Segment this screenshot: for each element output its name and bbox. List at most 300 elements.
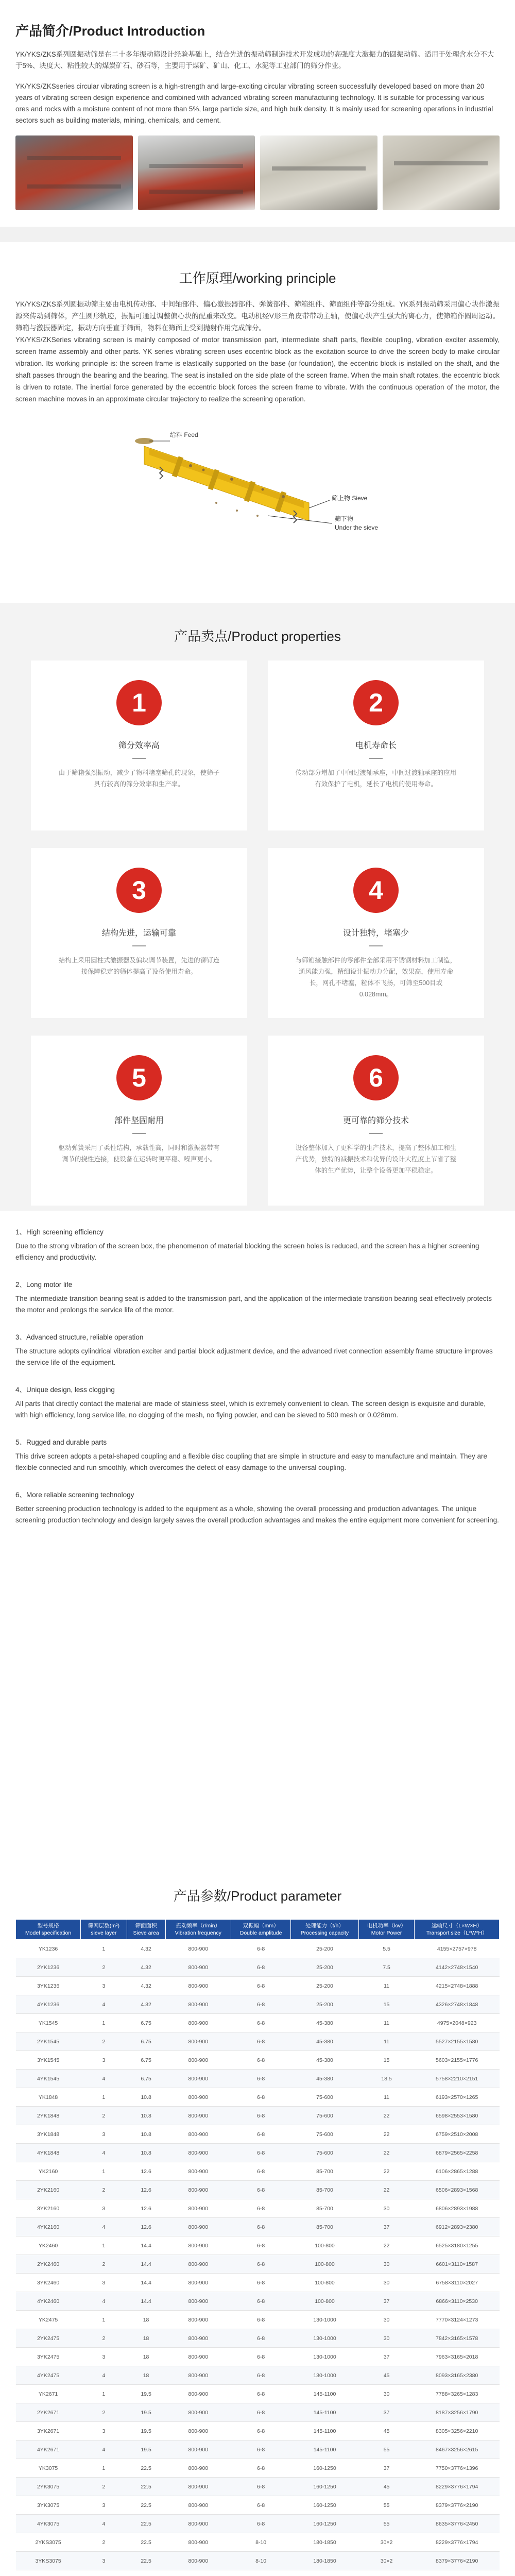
table-cell: 2YKS3075	[16, 2533, 81, 2552]
property-title: 更可靠的筛分技术	[342, 1116, 409, 1125]
feature-text: The structure adopts cylindrical vibration exciter and partial block adjustment device, and the advanced rivet connection assembly frame structure improves the service life of the equipment.	[15, 1347, 493, 1366]
table-cell: 2	[81, 2255, 127, 2274]
table-cell: 6-8	[231, 2403, 291, 2422]
table-cell: 800-900	[165, 2515, 231, 2533]
parameter-table-body	[16, 1940, 500, 2576]
table-cell: 100-800	[291, 2274, 359, 2292]
table-cell: 18	[127, 2366, 165, 2385]
table-cell: 2YK2160	[16, 2181, 81, 2199]
table-cell: 800-900	[165, 2311, 231, 2329]
table-row	[16, 2274, 500, 2292]
parameter-header-cell: 电机功率（kw） Motor Power	[358, 1920, 415, 1940]
table-row	[16, 2236, 500, 2255]
table-cell: 2YK1545	[16, 2032, 81, 2051]
table-cell: 6759×2510×2008	[415, 2125, 500, 2144]
table-row	[16, 2032, 500, 2051]
table-cell: 6806×2893×1988	[415, 2199, 500, 2218]
property-underline	[132, 758, 146, 759]
table-cell: 6-8	[231, 2366, 291, 2385]
table-cell: 145-1100	[291, 2441, 359, 2459]
table-cell: 6-8	[231, 2199, 291, 2218]
table-row	[16, 2181, 500, 2199]
table-row	[16, 2403, 500, 2422]
table-cell: 6-8	[231, 1995, 291, 2014]
table-cell: 800-900	[165, 2162, 231, 2181]
feature-item-1	[15, 1226, 500, 1263]
table-cell: 6-8	[231, 2088, 291, 2107]
table-cell: 22.5	[127, 2533, 165, 2552]
table-cell: 6-8	[231, 2144, 291, 2162]
table-cell: 22	[358, 2125, 415, 2144]
table-cell: 1	[81, 2385, 127, 2403]
table-cell: 75-600	[291, 2125, 359, 2144]
table-cell: 37	[358, 2348, 415, 2366]
table-cell: 45	[358, 2422, 415, 2441]
table-cell: 4.32	[127, 1940, 165, 1958]
table-cell: 800-900	[165, 2292, 231, 2311]
intro-title: 产品简介/Product Introduction	[15, 23, 205, 39]
feature-heading: 1、High screening efficiency	[15, 1228, 104, 1236]
section-divider	[0, 227, 515, 242]
feature-heading: 2、Long motor life	[15, 1281, 73, 1289]
table-row	[16, 2088, 500, 2107]
table-cell: 4	[81, 2218, 127, 2236]
table-cell: 4155×2757×978	[415, 1940, 500, 1958]
table-row	[16, 2385, 500, 2403]
table-cell: 22	[358, 2162, 415, 2181]
table-cell: 12.6	[127, 2181, 165, 2199]
table-row	[16, 2478, 500, 2496]
table-cell	[127, 2570, 165, 2576]
table-cell: 7788×3265×1283	[415, 2385, 500, 2403]
table-cell: 5527×2155×1580	[415, 2032, 500, 2051]
table-cell: 6-8	[231, 2348, 291, 2366]
parameter-header-cell: 筛面面积 Sieve area	[127, 1920, 165, 1940]
table-cell: 800-900	[165, 2125, 231, 2144]
feature-text: The intermediate transition bearing seat is added to the transmission part, and the application of the intermediate transition bearing seat effectively protects the motor and prolongs the service life of the motor.	[15, 1295, 492, 1314]
parameter-header-cell: 双振幅（mm） Double amplitude	[231, 1920, 291, 1940]
table-cell: 6.75	[127, 2014, 165, 2032]
product-photo-3	[260, 135, 377, 210]
table-cell: 6-8	[231, 2051, 291, 2070]
table-cell: 800-900	[165, 2107, 231, 2125]
property-number-badge: 6	[353, 1055, 399, 1100]
under-label-cn: 筛下物	[335, 515, 354, 522]
table-cell: 4	[81, 2292, 127, 2311]
table-cell: 800-900	[165, 2533, 231, 2552]
properties-title: 产品卖点/Product properties	[174, 629, 341, 644]
features-section	[0, 1211, 515, 1875]
table-cell: 30	[358, 2199, 415, 2218]
table-cell: 6-8	[231, 2422, 291, 2441]
table-cell: 30×2	[358, 2533, 415, 2552]
table-cell: 4142×2748×1540	[415, 1958, 500, 1977]
table-cell: 75-600	[291, 2088, 359, 2107]
table-cell: 6-8	[231, 2218, 291, 2236]
screen-diagram-svg	[113, 426, 402, 539]
table-cell: 800-900	[165, 2181, 231, 2199]
table-cell: 4YK2475	[16, 2366, 81, 2385]
table-cell: 22.5	[127, 2478, 165, 2496]
table-cell: 6-8	[231, 2459, 291, 2478]
table-cell: 19.5	[127, 2441, 165, 2459]
table-cell: 145-1100	[291, 2422, 359, 2441]
table-cell: 6-8	[231, 2125, 291, 2144]
table-cell: 85-700	[291, 2162, 359, 2181]
property-number-badge: 1	[116, 680, 162, 725]
table-cell: 2	[81, 2329, 127, 2348]
table-cell: 160-1250	[291, 2515, 359, 2533]
parameter-header-cell: 处理能力（t/h） Processing capacity	[291, 1920, 359, 1940]
table-cell: 8187×3256×1790	[415, 2403, 500, 2422]
table-row	[16, 2292, 500, 2311]
table-cell: 45	[358, 2366, 415, 2385]
table-cell: YK2160	[16, 2162, 81, 2181]
table-cell: 160-1250	[291, 2478, 359, 2496]
table-row	[16, 2533, 500, 2552]
property-title: 筛分效率高	[118, 741, 160, 750]
table-cell: 10.8	[127, 2088, 165, 2107]
table-cell: 22	[358, 2144, 415, 2162]
table-cell: 800-900	[165, 2552, 231, 2570]
table-cell: 160-1250	[291, 2459, 359, 2478]
table-cell: 8379×3776×2190	[415, 2552, 500, 2570]
table-cell: 130-1000	[291, 2366, 359, 2385]
table-cell: 8229×3776×1794	[415, 2478, 500, 2496]
table-row	[16, 2515, 500, 2533]
table-cell: 4.32	[127, 1977, 165, 1995]
property-desc: 由于筛箱强烈振动，减少了物料堵塞筛孔的现象，使筛子具有较高的筛分效率和生产率。	[58, 769, 220, 788]
table-cell: YK2475	[16, 2311, 81, 2329]
table-cell: 800-900	[165, 2496, 231, 2515]
feature-heading: 5、Rugged and durable parts	[15, 1438, 107, 1446]
parameters-title: 产品参数/Product parameter	[173, 1888, 342, 1904]
table-cell: 7770×3124×1273	[415, 2311, 500, 2329]
table-cell: YK1236	[16, 1940, 81, 1958]
parameter-table	[15, 1919, 500, 2576]
table-cell: 12.6	[127, 2218, 165, 2236]
table-cell: 800-900	[165, 2218, 231, 2236]
table-cell: 5603×2155×1776	[415, 2051, 500, 2070]
property-number-badge: 4	[353, 868, 399, 913]
property-desc: 驱动弹簧采用了柔性结构，承载性高，同时和激振器带有调节的挠性连接，使设备在运转时更平稳、噪声更小。	[58, 1144, 220, 1163]
table-cell: 100-800	[291, 2292, 359, 2311]
table-cell: 30	[358, 2329, 415, 2348]
feature-item-2	[15, 1279, 500, 1316]
table-cell: 6-8	[231, 2032, 291, 2051]
property-underline	[369, 1133, 383, 1134]
table-row	[16, 2144, 500, 2162]
table-cell: 3YK2160	[16, 2199, 81, 2218]
table-cell: 3	[81, 2199, 127, 2218]
table-cell: 4	[81, 2515, 127, 2533]
table-cell	[16, 2570, 81, 2576]
table-cell: 3YK2460	[16, 2274, 81, 2292]
property-title: 结构先进，运输可靠	[101, 929, 176, 938]
table-cell: 14.4	[127, 2236, 165, 2255]
table-row	[16, 2311, 500, 2329]
property-underline	[369, 945, 383, 946]
table-cell: 12.6	[127, 2162, 165, 2181]
table-cell	[81, 2570, 127, 2576]
property-card-3	[31, 848, 247, 1018]
table-cell: 800-900	[165, 2255, 231, 2274]
principle-en-text: YK/YKS/ZKSeries vibrating screen is mainly composed of motor transmission part, intermediate shaft parts, flexible coupling, vibration exciter assembly, screen frame assembly and other parts. YK series vibrating screen uses eccentric block as the excitation source to drive the screen body to make circular vibration. Its working principle is: the screen frame is elastically supported on the base (or foundation), the eccentric block is installed on the shaft, and the shaft passes through the bearing and the bearing. The seat is installed on the side plate of the screen frame. When the main shaft rotates, the eccentric block is driven to rotate. The inertial force generated by the eccentric block forces the screen frame to vibrate. With the continuous operation of the motor, the screen machine moves in an approximate circular trajectory to realize the screening operation.	[15, 336, 500, 403]
table-cell: 800-900	[165, 2422, 231, 2441]
table-cell: 6525×3180×1255	[415, 2236, 500, 2255]
properties-section	[0, 603, 515, 1211]
feature-text: This drive screen adopts a petal-shaped coupling and a flexible disc coupling that are simple in structure and easy to manufacture and maintain. They are flexible connected and run smoothly, which overcomes the defect of easy damage to the universal coupling.	[15, 1452, 488, 1471]
table-cell: 14.4	[127, 2292, 165, 2311]
table-cell: 800-900	[165, 2199, 231, 2218]
table-cell: 1	[81, 1940, 127, 1958]
principle-section	[0, 242, 515, 603]
table-cell	[358, 2570, 415, 2576]
feature-heading: 3、Advanced structure, reliable operation	[15, 1333, 144, 1341]
table-cell: 2	[81, 2478, 127, 2496]
table-row	[16, 1958, 500, 1977]
property-number-badge: 3	[116, 868, 162, 913]
table-cell: 37	[358, 2218, 415, 2236]
table-cell: 22.5	[127, 2552, 165, 2570]
property-title: 设计独特，堵塞少	[342, 929, 409, 938]
table-cell: 14.4	[127, 2274, 165, 2292]
table-row	[16, 2070, 500, 2088]
table-cell: 7963×3165×2018	[415, 2348, 500, 2366]
table-cell: 3	[81, 1977, 127, 1995]
table-cell: 11	[358, 1977, 415, 1995]
table-cell: 10.8	[127, 2125, 165, 2144]
table-cell: 2YK3075	[16, 2478, 81, 2496]
property-desc: 传动部分增加了中间过渡轴承座，中间过渡轴承座的应用有效保护了电机，延长了电机的使用寿命。	[295, 769, 457, 788]
table-cell: 4	[81, 2144, 127, 2162]
product-photos	[15, 135, 500, 210]
table-cell: 22	[358, 2236, 415, 2255]
feed-label: 给料 Feed	[170, 431, 198, 438]
table-cell: 100-800	[291, 2236, 359, 2255]
table-row	[16, 2366, 500, 2385]
table-cell: 800-900	[165, 2274, 231, 2292]
table-cell: 25-200	[291, 1977, 359, 1995]
table-cell: 130-1000	[291, 2329, 359, 2348]
table-cell: 3	[81, 2125, 127, 2144]
parameter-table-header	[16, 1920, 500, 1940]
feature-heading: 4、Unique design, less clogging	[15, 1386, 115, 1394]
table-cell: 2YK1848	[16, 2107, 81, 2125]
table-cell: 7842×3165×1578	[415, 2329, 500, 2348]
table-row	[16, 2255, 500, 2274]
table-cell: 37	[358, 2292, 415, 2311]
table-cell: 19.5	[127, 2403, 165, 2422]
table-row	[16, 2329, 500, 2348]
table-cell: 75-600	[291, 2107, 359, 2125]
table-cell: 3YK2671	[16, 2422, 81, 2441]
table-cell: 22	[358, 2107, 415, 2125]
table-cell: 25-200	[291, 1995, 359, 2014]
table-cell: 15	[358, 1995, 415, 2014]
under-label-en: Under the sieve	[335, 524, 379, 531]
parameter-header-cell: 运输尺寸（L×W×H） Transport size（L*W*H）	[415, 1920, 500, 1940]
table-cell: 1	[81, 2014, 127, 2032]
table-cell: 145-1100	[291, 2403, 359, 2422]
table-row	[16, 2552, 500, 2570]
property-number-badge: 5	[116, 1055, 162, 1100]
property-card-2	[268, 660, 484, 831]
feature-text: Better screening production technology is added to the equipment as a whole, showing the overall processing and production advantages. The unique screening production technology and design largely saves the overall production advantages and makes the entire equipment more convenient for screening.	[15, 1505, 499, 1524]
table-cell: 45-380	[291, 2014, 359, 2032]
table-cell: 1	[81, 2162, 127, 2181]
table-cell: 18.5	[358, 2070, 415, 2088]
table-cell: 6879×2565×2258	[415, 2144, 500, 2162]
table-cell: 4.32	[127, 1958, 165, 1977]
table-cell: 30	[358, 2274, 415, 2292]
principle-cn-text: YK/YKS/ZKS系列圆振动筛主要由电机传动部、中间轴部件、偏心激振器部件、弹簧部件、筛箱组件、筛面组件等部分组成。YK系列振动筛采用偏心块作激振源来传动到筛体，产生圆形轨迹，振幅可通过调整偏心块的配重来改变。电动机经V形三角皮带带动主轴，使偏心块产生强大的离心力，使筛箱作圆周运动。筛箱与激振器固定，振动方向垂直于筛面，物料在筛面上受到抛射作用完成筛分。	[15, 300, 500, 332]
table-cell: 6506×2893×1568	[415, 2181, 500, 2199]
table-cell: 15	[358, 2051, 415, 2070]
table-cell: 22.5	[127, 2496, 165, 2515]
table-cell: 4	[81, 2441, 127, 2459]
property-card-6	[268, 1036, 484, 1206]
table-cell: 800-900	[165, 2032, 231, 2051]
table-row	[16, 2348, 500, 2366]
table-cell: 6.75	[127, 2070, 165, 2088]
product-photo-2	[138, 135, 255, 210]
table-cell: 45-380	[291, 2032, 359, 2051]
table-cell: 75-600	[291, 2144, 359, 2162]
table-row	[16, 2459, 500, 2478]
table-cell: 10.8	[127, 2107, 165, 2125]
table-cell: 1	[81, 2459, 127, 2478]
undersize-particles	[215, 502, 259, 517]
table-cell: 12.6	[127, 2199, 165, 2218]
table-cell: 180-1850	[291, 2552, 359, 2570]
table-cell: 6-8	[231, 2385, 291, 2403]
table-cell: 4215×2748×1888	[415, 1977, 500, 1995]
table-row	[16, 2162, 500, 2181]
table-row	[16, 1940, 500, 1958]
table-cell: 25-200	[291, 1940, 359, 1958]
table-row	[16, 2107, 500, 2125]
table-cell: 3	[81, 2552, 127, 2570]
table-cell: 2	[81, 2403, 127, 2422]
property-card-4	[268, 848, 484, 1018]
table-cell	[291, 2570, 359, 2576]
table-cell: YK2460	[16, 2236, 81, 2255]
table-cell: 800-900	[165, 2236, 231, 2255]
table-cell: 800-900	[165, 2385, 231, 2403]
table-row	[16, 2014, 500, 2032]
table-cell: 37	[358, 2403, 415, 2422]
table-row	[16, 2051, 500, 2070]
table-cell: 4	[81, 2366, 127, 2385]
table-cell: YK1848	[16, 2088, 81, 2107]
table-cell: 145-1100	[291, 2385, 359, 2403]
parameter-header-cell: 振动频率（r/min） Vibration frequency	[165, 1920, 231, 1940]
table-cell: 6758×3110×2027	[415, 2274, 500, 2292]
table-cell: 2	[81, 2533, 127, 2552]
property-underline	[369, 758, 383, 759]
table-cell: 6-8	[231, 2478, 291, 2496]
table-cell: 3YK1545	[16, 2051, 81, 2070]
parameter-header-cell: 筛网层数(m²) sieve layer	[81, 1920, 127, 1940]
table-cell: 4YK2671	[16, 2441, 81, 2459]
table-row	[16, 2199, 500, 2218]
table-cell: 45-380	[291, 2070, 359, 2088]
table-row	[16, 2218, 500, 2236]
table-cell: 800-900	[165, 1958, 231, 1977]
intro-en-text: YK/YKS/ZKSseries circular vibrating screen is a high-strength and large-exciting circular vibrating screen successfully developed based on more than 20 years of vibrating screen design experience and combined with advanced vibrating screen manufacturing technology. It is suitable for processing various ores and rocks with a moisture content of not more than 5%, large particle size, and high bulk density. It is mainly used for screening operations in industrial sectors such as building materials, mining, chemicals, and cement.	[15, 82, 493, 124]
parameter-header-cell: 型号规格 Model specification	[16, 1920, 81, 1940]
table-row	[16, 2570, 500, 2576]
table-cell: 30	[358, 2255, 415, 2274]
table-cell: 18	[127, 2348, 165, 2366]
table-row	[16, 2496, 500, 2515]
table-cell: 2YK1236	[16, 1958, 81, 1977]
table-cell: 8305×3256×2210	[415, 2422, 500, 2441]
table-cell: 8467×3256×2615	[415, 2441, 500, 2459]
table-cell: 130-1000	[291, 2348, 359, 2366]
table-cell: 800-900	[165, 2348, 231, 2366]
table-cell: 18	[127, 2311, 165, 2329]
table-cell: 22	[358, 2181, 415, 2199]
table-cell: 8635×3776×2450	[415, 2515, 500, 2533]
property-title: 电机寿命长	[355, 741, 397, 750]
table-cell: 6-8	[231, 2255, 291, 2274]
property-underline	[132, 945, 146, 946]
feature-item-6	[15, 1489, 500, 1526]
table-cell: 2	[81, 2032, 127, 2051]
table-cell: 4975×2048×923	[415, 2014, 500, 2032]
table-cell: 30	[358, 2385, 415, 2403]
feature-item-4	[15, 1384, 500, 1421]
parameters-section	[0, 1875, 515, 2576]
table-cell: 800-900	[165, 2144, 231, 2162]
table-cell: 800-900	[165, 1995, 231, 2014]
table-cell: 6-8	[231, 2070, 291, 2088]
table-cell: 3	[81, 2422, 127, 2441]
table-cell: 6-8	[231, 2014, 291, 2032]
table-cell: 4YK3075	[16, 2515, 81, 2533]
table-cell: 2	[81, 2181, 127, 2199]
table-cell: 11	[358, 2032, 415, 2051]
table-cell: 800-900	[165, 2329, 231, 2348]
table-cell: YK2671	[16, 2385, 81, 2403]
table-cell: 100-800	[291, 2255, 359, 2274]
table-cell: 4YK1236	[16, 1995, 81, 2014]
table-cell: 6598×2553×1580	[415, 2107, 500, 2125]
table-row	[16, 1995, 500, 2014]
feed-arrow-icon	[135, 438, 170, 444]
table-cell: 8-10	[231, 2533, 291, 2552]
sieve-label: 筛上物 Sieve	[332, 495, 368, 502]
table-cell: 1	[81, 2311, 127, 2329]
property-card-5	[31, 1036, 247, 1206]
table-cell: 3	[81, 2051, 127, 2070]
product-photo-1	[15, 135, 133, 210]
table-cell: 3YK3075	[16, 2496, 81, 2515]
table-cell: 6-8	[231, 2515, 291, 2533]
table-cell: 3YK2475	[16, 2348, 81, 2366]
table-cell: 45-380	[291, 2051, 359, 2070]
table-cell: 6193×2570×1265	[415, 2088, 500, 2107]
feature-item-5	[15, 1436, 500, 1473]
table-cell: 2YK2671	[16, 2403, 81, 2422]
table-cell: 6.75	[127, 2032, 165, 2051]
table-cell	[415, 2570, 500, 2576]
table-cell: 14.4	[127, 2255, 165, 2274]
table-cell: 11	[358, 2088, 415, 2107]
table-cell: 6-8	[231, 2441, 291, 2459]
